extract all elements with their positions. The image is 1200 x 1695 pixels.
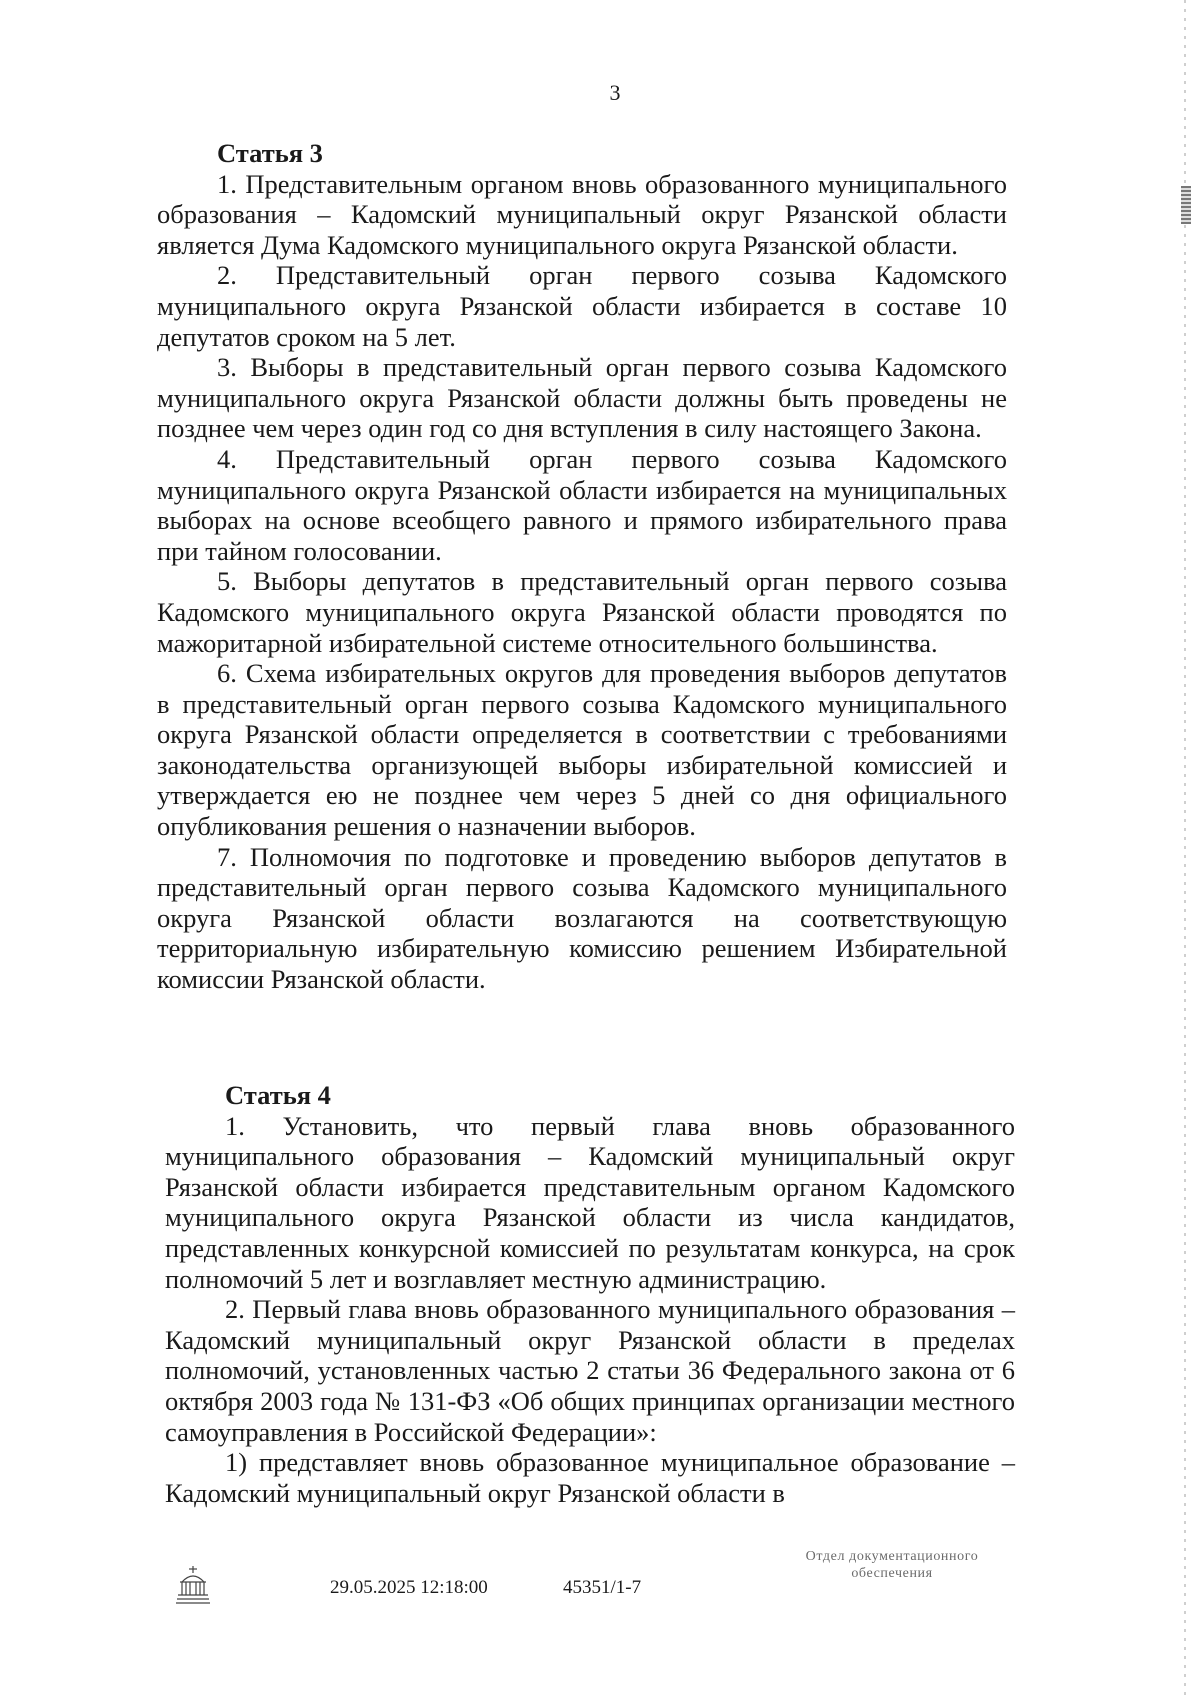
article-4-paragraph-1: 1. Установить, что первый глава вновь образованного муниципального образования – Кадомский муниципальный округ Рязанской области избирается представительным органом Кадомского муниципального округа Рязанской области из числа кандидатов, представленных конкурсной комиссией по результатам конкурса, на срок полномочий 5 лет и возглавляет местную администрацию. [165,1110,1015,1294]
article-4-subitem-1: 1) представляет вновь образованное муниципальное образование – Кадомский муниципальный округ Рязанской области в [165,1447,1015,1508]
article-4-heading: Статья 4 [225,1080,331,1110]
article-3-paragraph-3: 3. Выборы в представительный орган первого созыва Кадомского муниципального округа Рязанской области должны быть проведены не позднее чем через один год со дня вступления в силу настоящего Закона. [157,352,1007,444]
article-3-paragraph-4: 4. Представительный орган первого созыва Кадомского муниципального округа Рязанской области избирается на муниципальных выборах на основе всеобщего равного и прямого избирательного права при тайном голосовании. [157,443,1007,566]
article-3-paragraph-1: 1. Представительным органом вновь образованного муниципального образования – Кадомский муниципальный округ Рязанской области является Дума Кадомского муниципального округа Рязанской области. [157,168,1007,260]
article-3-paragraph-2: 2. Представительный орган первого созыва Кадомского муниципального округа Рязанской области избирается в составе 10 депутатов сроком на 5 лет. [157,260,1007,352]
parliament-emblem-icon [176,1564,210,1604]
article-3-heading: Статья 3 [217,138,323,168]
article-4 [165,1080,1015,1508]
department-stamp [742,1548,1042,1582]
article-3-paragraph-5: 5. Выборы депутатов в представительный орган первого созыва Кадомского муниципального округа Рязанской области проводятся по мажоритарной избирательной системе относительного большинства. [157,566,1007,658]
scan-edge-artifact [1184,0,1186,1695]
scan-mark-artifact [1181,186,1191,224]
page-number: 3 [609,80,621,105]
article-3-paragraph-6: 6. Схема избирательных округов для проведения выборов депутатов в представительный орган первого созыва Кадомского муниципального округа Рязанской области определяется в соответствии с требованиями законодательства организующей выборы избирательной комиссией и утверждается ею не позднее чем через 5 дней со дня официального опубликования решения о назначении выборов. [157,658,1007,842]
footer-date: 29.05.2025 12:18:00 [330,1577,488,1598]
stamp-line-2: обеспечения [851,1566,933,1581]
article-3 [157,138,1007,995]
article-3-paragraph-7: 7. Полномочия по подготовке и проведению выборов депутатов в представительный орган первого созыва Кадомского муниципального округа Рязанской области возлагаются на соответствующую территориальную избирательную комиссию решением Избирательной комиссии Рязанской области. [157,841,1007,995]
article-4-paragraph-2: 2. Первый глава вновь образованного муниципального образования – Кадомский муниципальный округ Рязанской области в пределах полномочий, установленных частью 2 статьи 36 Федерального закона от 6 октября 2003 года № 131-ФЗ «Об общих принципах организации местного самоуправления в Российской Федерации»: [165,1294,1015,1447]
footer-registration-number: 45351/1-7 [563,1577,642,1598]
stamp-line-1: Отдел документационного [805,1549,979,1564]
